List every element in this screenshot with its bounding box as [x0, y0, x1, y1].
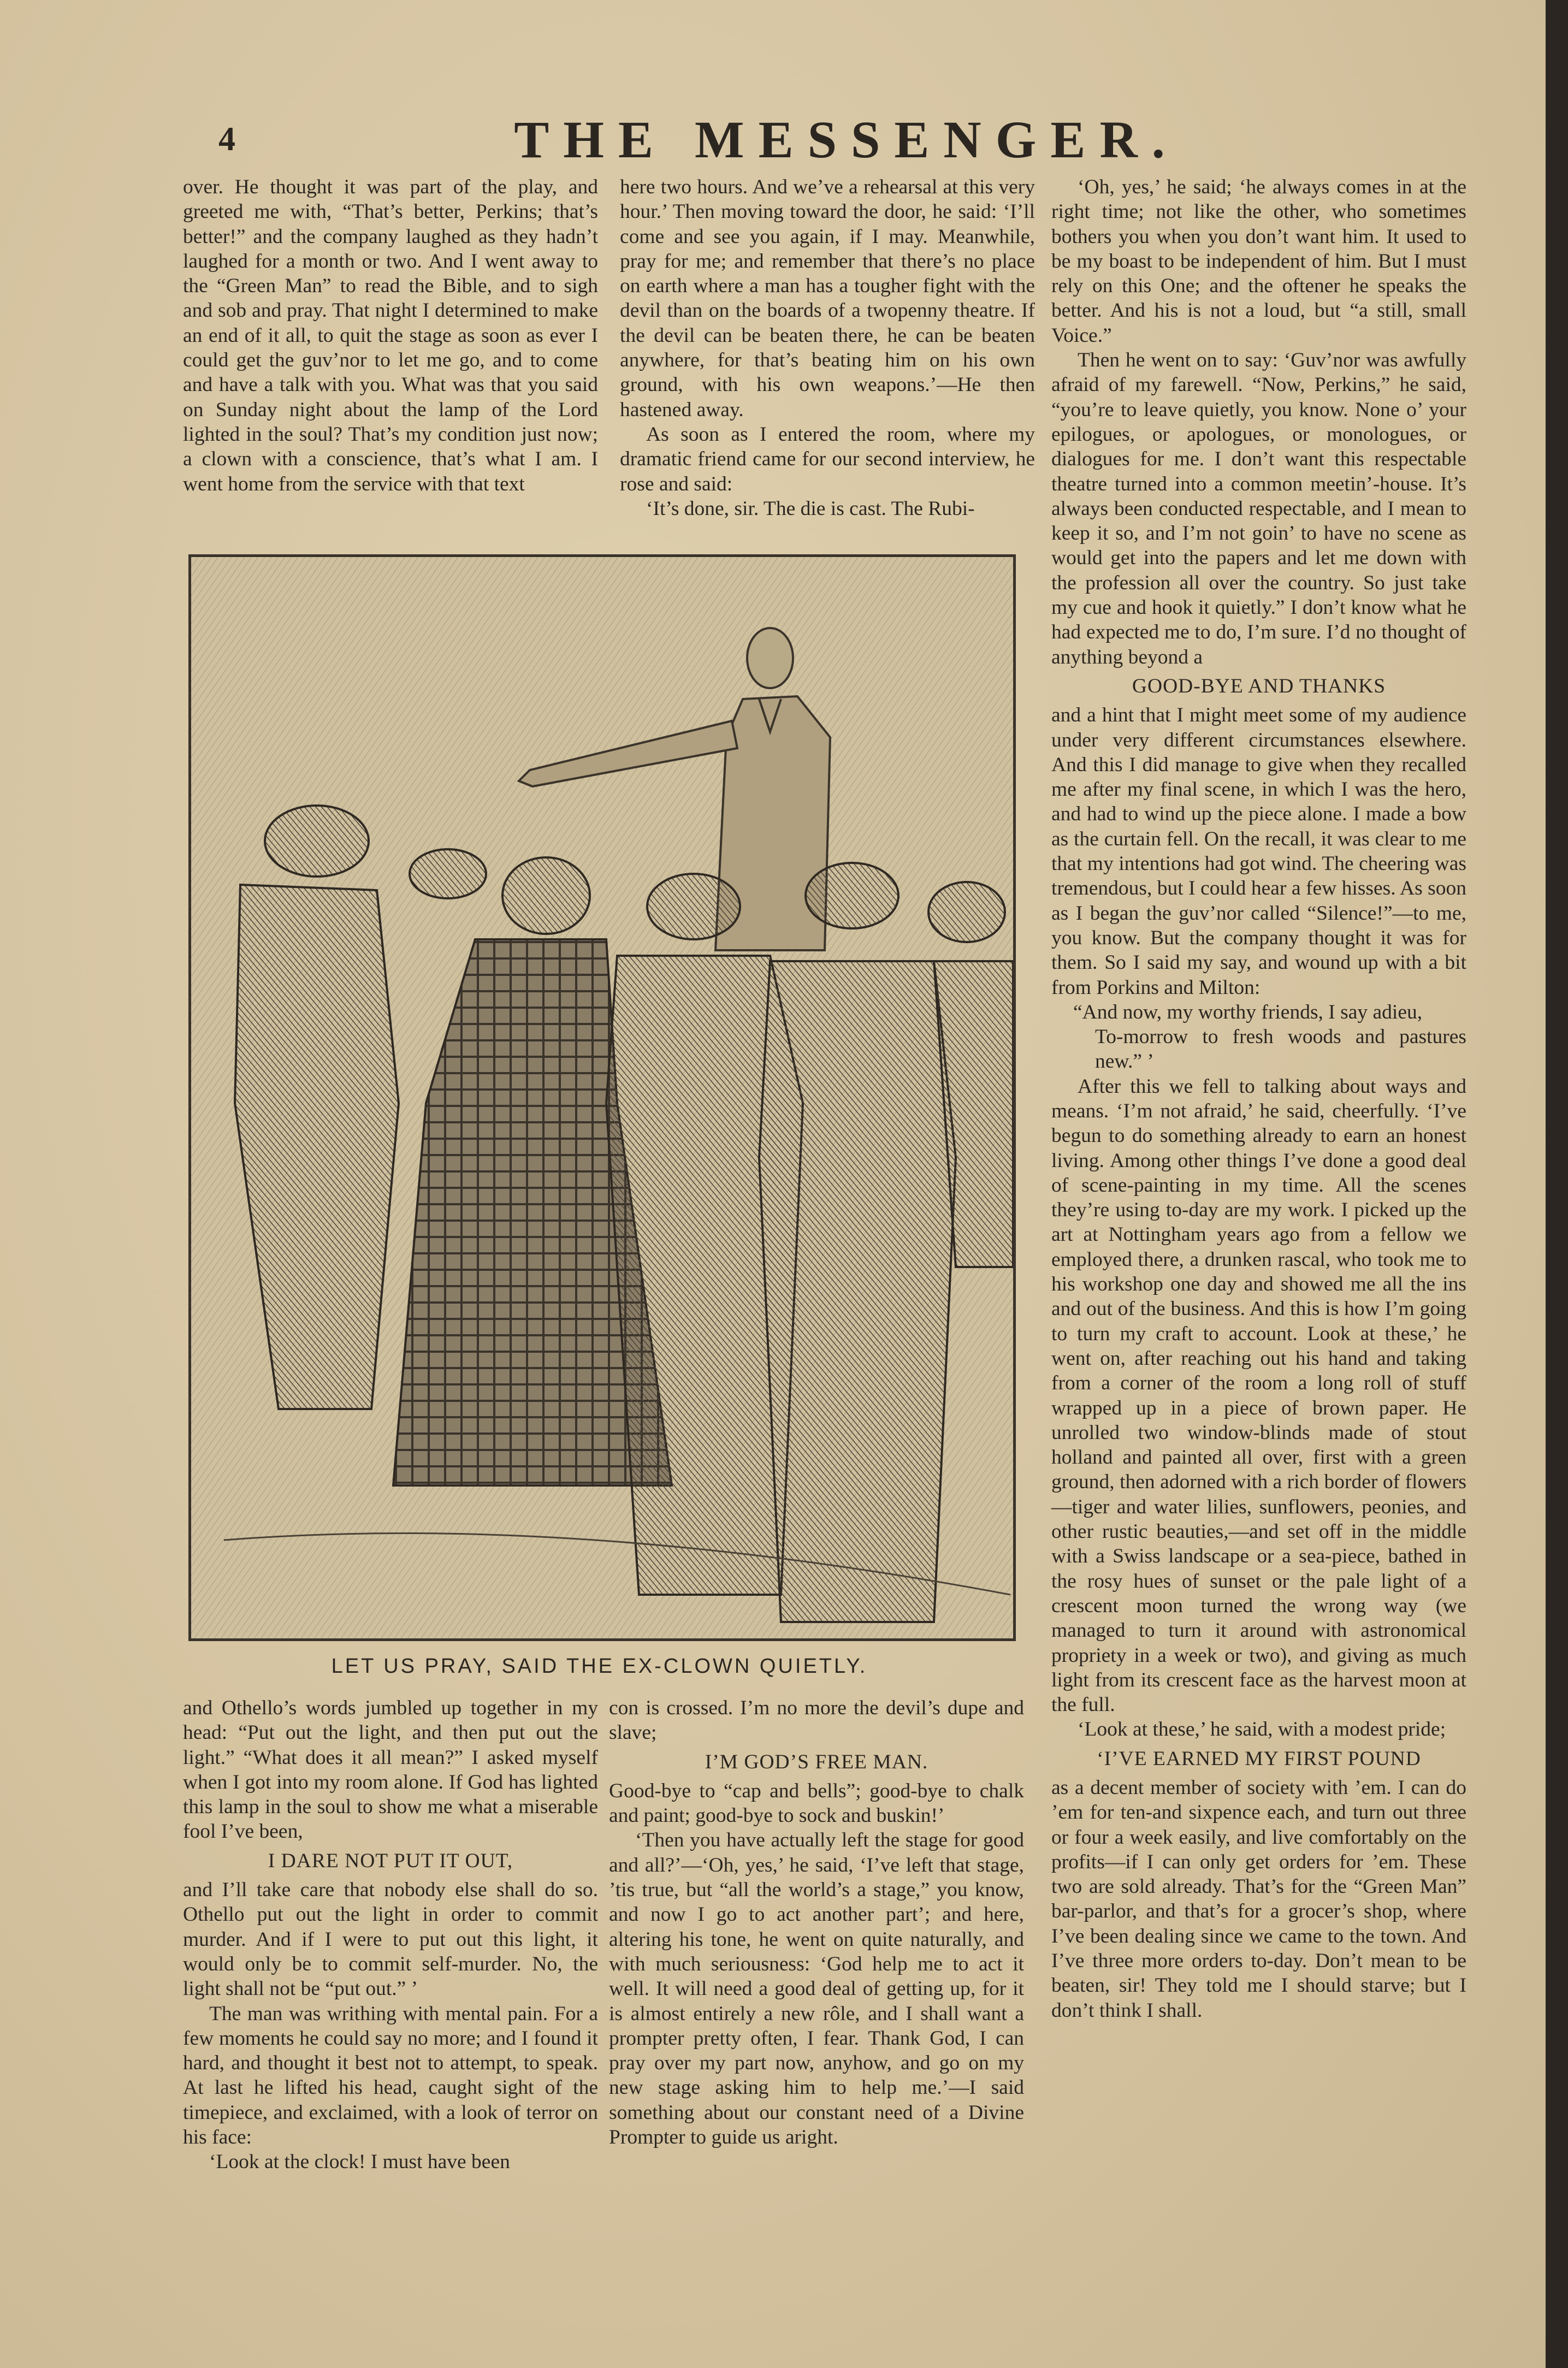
- section-heading: GOOD-BYE AND THANKS: [1132, 674, 1386, 697]
- column-2-top: [620, 175, 1035, 521]
- column-3: [1051, 175, 1466, 2023]
- paragraph: here two hours. And we’ve a rehearsal at this very hour.’ Then moving toward the door, he said: ‘I’ll come and see you again, if I may. Meanwhile, pray for me; and remember that there’s no place on earth where a man has a tougher fight with the devil than on the boards of a twopenny theatre. If the devil can be beaten there, he can be beaten anywhere, for that’s beating him on his own ground, with his own weapons.’—He then hastened away.: [620, 176, 1035, 421]
- verse-line: To-morrow to fresh woods and pastures new.” ’: [1095, 1026, 1466, 1073]
- paragraph: con is crossed. I’m no more the devil’s dupe and slave;: [609, 1697, 1024, 1744]
- column-1-top: [183, 175, 598, 496]
- section-heading: I’M GOD’S FREE MAN.: [705, 1750, 928, 1773]
- section-heading: I DARE NOT PUT IT OUT,: [268, 1849, 513, 1872]
- paragraph: After this we fell to talking about ways and means. ‘I’m not afraid,’ he said, cheerfully. ‘I’ve begun to do something already to earn an honest living. Among other things I’ve done a good deal of scene-painting in my time. All the scenes they’re using to-day are my work. I picked up the art at Nottingham years ago from a fellow we employed there, a drunken rascal, who took me to his workshop one day and showed me all the ins and out of the business. And this is how I’m going to turn my craft to account. Look at these,’ he went on, after reaching out his hand and taking from a corner of the room a long roll of stuff wrapped up in a piece of brown paper. He unrolled two window-blinds made of stout holland and painted all over, first with a green ground, then adorned with a rich border of flowers—tiger and water lilies, sunflowers, peonies, and other rustic beauties,—and set off in the middle with a Swiss landscape or a sea-piece, bathed in the rosy hues of sunset or the pale light of a crescent moon turned the wrong way (we managed to turn it around with astronomical propriety in a week or two), and giving as much light from its crescent face as the harvest moon at the full.: [1051, 1075, 1466, 1716]
- paragraph: over. He thought it was part of the play, and greeted me with, “That’s better, Perkins; that’s better!” and the company laughed as they hadn’t laughed for a month or two. And I went away to the “Green Man” to read the Bible, and to sigh and sob and pray. That night I determined to make an end of it all, to quit the stage as soon as ever I could get the guv’nor to let me go, and to come and have a talk with you. What was that you said on Sunday night about the lamp of the Lord lighted in the soul? That’s my condition just now; a clown with a conscience, that’s what I am. I went home from the service with that text: [183, 176, 598, 495]
- paragraph: Then he went on to say: ‘Guv’nor was awfully afraid of my farewell. “Now, Perkins,” he said, “you’re to leave quietly, you know. None o’ your epilogues, or apologues, or monologues, or dialogues for me. I don’t want this respectable theatre turned into a common meetin’-house. It’s always been conducted respectable, and I mean to keep it so, and I’m not goin’ to have no scene as would get into the papers and let me down with the profession all over the country. So just take my cue and hook it quietly.” I don’t know what he had expected me to do, I’m sure. I’d no thought of anything beyond a: [1051, 349, 1466, 668]
- paragraph: ‘Look at these,’ he said, with a modest pride;: [1078, 1718, 1446, 1741]
- paragraph: As soon as I entered the room, where my dramatic friend came for our second interview, he rose and said:: [620, 423, 1035, 495]
- verse-line: “And now, my worthy friends, I say adieu,: [1073, 1001, 1423, 1023]
- paragraph: ‘Then you have actually left the stage for good and all?’—‘Oh, yes,’ he said, ‘I’ve left that stage, ’tis true, but “all the world’s a stage,” you know, and now I go to act another part’; and here, altering his tone, he went on quite naturally, and with much seriousness: ‘God help me to act it well. It will need a good deal of getting up, for it is almost entirely a new rôle, and I shall want a prompter pretty often, I fear. Thank God, I can pray over my part now, anyhow, and go on my new stage asking him to help me.’—I said something about our constant need of a Divine Prompter to guide us aright.: [609, 1829, 1024, 2149]
- paragraph: ‘Look at the clock! I must have been: [209, 2151, 510, 2174]
- paragraph: as a decent member of society with ’em. I can do ’em for ten-and sixpence each, and turn out three or four a week easily, and live comfortably on the profits—if I can only get orders for ’em. These two are sold already. That’s for the “Green Man” bar-parlor, and that’s for a grocer’s shop, where I’ve been dealing since we came to the town. And I’ve three more orders to-day. Don’t mean to be beaten, sir! They told me I should starve; but I don’t think I shall.: [1051, 1777, 1466, 2022]
- section-heading: ‘I’VE EARNED MY FIRST POUND: [1097, 1747, 1421, 1770]
- page-number: 4: [218, 121, 235, 158]
- paragraph: and I’ll take care that nobody else shall do so. Othello put out the light in order to commit murder. And if I were to put out this light, it would only be to commit self-murder. No, the light shall not be “put out.” ’: [183, 1879, 598, 2000]
- illustration-engraving: [188, 554, 1016, 1641]
- page-edge: [1546, 0, 1568, 2368]
- paragraph: Good-bye to “cap and bells”; good-bye to chalk and paint; good-bye to sock and buskin!’: [609, 1779, 1024, 1827]
- illustration-caption: LET US PRAY, SAID THE EX-CLOWN QUIETLY.: [331, 1655, 868, 1678]
- paragraph: and a hint that I might meet some of my audience under very different circumstances elsewhere. And this I did manage to give when they recalled me after my final scene, in which I was the hero, and had to wind up the piece alone. I made a bow as the curtain fell. On the recall, it was clear to me that my intentions had got wind. The cheering was tremendous, but I could hear a few hisses. As soon as I began the guv’nor called “Silence!”—to me, you know. But the company thought it was for them. So I said my say, and wound up with a bit from Porkins and Milton:: [1051, 704, 1466, 999]
- paragraph: The man was writhing with mental pain. For a few moments he could say no more; and I found it hard, and thought it best not to attempt, to speak. At last he lifted his head, caught sight of the timepiece, and exclaimed, with a look of terror on his face:: [183, 2002, 598, 2149]
- paragraph: and Othello’s words jumbled up together in my head: “Put out the light, and then put out the light.” “What does it all mean?” I asked myself when I got into my room alone. If God has lighted this lamp in the soul to show me what a miserable fool I’ve been,: [183, 1697, 598, 1843]
- paragraph: ‘It’s done, sir. The die is cast. The Rubi-: [646, 497, 975, 520]
- masthead-title: THE MESSENGER.: [514, 110, 1179, 169]
- illustration-drawing: [191, 557, 1013, 1638]
- column-2-bottom: [609, 1696, 1024, 2150]
- page-header: [180, 109, 1513, 169]
- column-1-bottom: [183, 1696, 598, 2175]
- paragraph: ‘Oh, yes,’ he said; ‘he always comes in at the right time; not like the other, who sometimes bothers you when you don’t want him. It used to be my boast to be independent of him. But I must rely on this One; and the oftener he speaks the better. And his is not a loud, but “a still, small Voice.”: [1051, 176, 1466, 347]
